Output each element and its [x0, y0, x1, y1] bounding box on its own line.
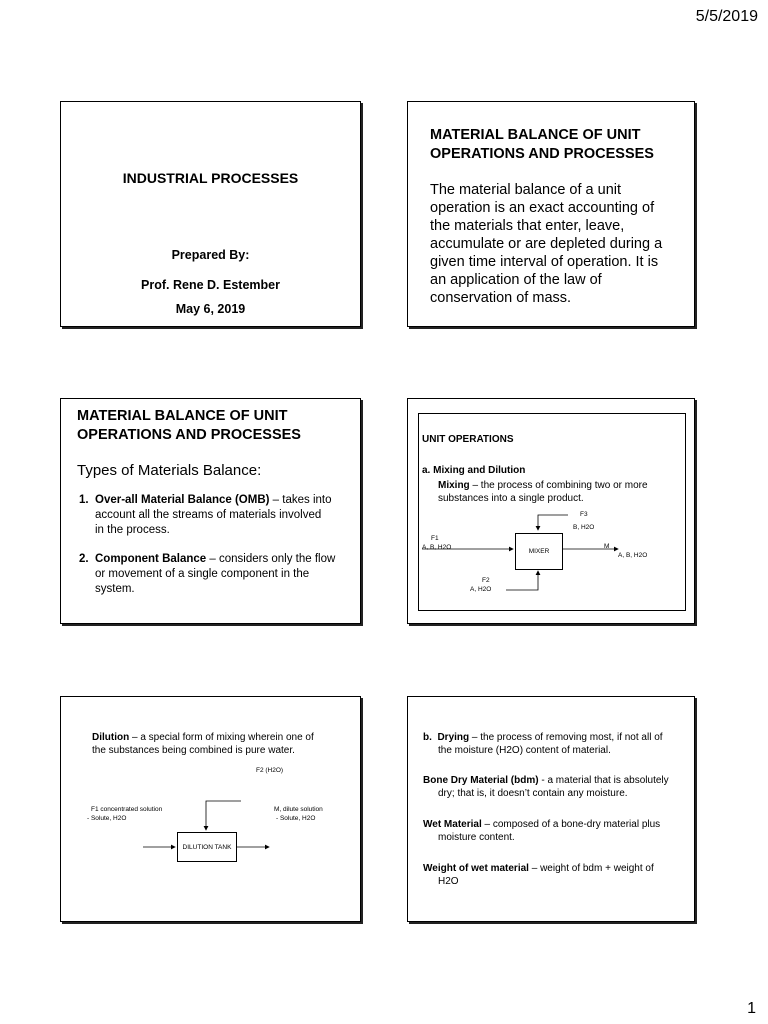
stream-f1-label: F1 concentrated solution: [91, 806, 163, 813]
list-item: 1. Over-all Material Balance (OMB) – takes into account all the streams of materials involved in the process.: [79, 494, 332, 536]
section-heading: a. Mixing and Dilution: [422, 465, 526, 476]
mixer-flow-diagram: [408, 399, 696, 625]
slide-heading: MATERIAL BALANCE OF UNIT OPERATIONS AND PROCESSES: [430, 127, 654, 162]
list-item: 2. Component Balance – considers only the flow or movement of a single component in the system.: [79, 553, 336, 595]
stream-f3-label: F3: [580, 511, 588, 518]
stream-m-label: M, dilute solution: [274, 806, 323, 813]
weight-of-wet-material-definition: Weight of wet material – weight of bdm + weight of H2O: [423, 863, 654, 887]
slide-drying: [407, 696, 695, 922]
dilution-definition: Dilution – a special form of mixing wherein one of the substances being combined is pure water.: [92, 732, 314, 756]
slide-heading: MATERIAL BALANCE OF UNIT OPERATIONS AND PROCESSES: [77, 408, 301, 443]
page-date: 5/5/2019: [695, 8, 758, 25]
stream-m-label: M: [604, 543, 610, 550]
dilution-tank-box: DILUTION TANK: [177, 832, 237, 862]
stream-f2-components: A, H2O: [470, 586, 492, 593]
stream-f2-label: F2: [482, 577, 490, 584]
slide-material-balance-definition: [407, 101, 695, 327]
slide-types-of-material-balance: [60, 398, 361, 624]
stream-f1-label: F1: [431, 535, 439, 542]
slide-subheading: Types of Materials Balance:: [77, 462, 262, 479]
page-number: 1: [747, 1000, 756, 1017]
mixer-box: MIXER: [515, 533, 563, 570]
slide-industrial-processes: [60, 101, 361, 327]
author-name: Prof. Rene D. Estember: [141, 278, 280, 292]
slide-unit-operations-mixing: [407, 398, 695, 624]
slide-dilution: [60, 696, 361, 922]
bone-dry-material-definition: Bone Dry Material (bdm) - a material that is absolutely dry; that is, it doesn’t contain any moisture.: [423, 775, 669, 799]
stream-f2-label: F2 (H2O): [256, 767, 284, 774]
slide-title: INDUSTRIAL PROCESSES: [122, 170, 299, 186]
mixing-definition: Mixing – the process of combining two or more substances into a single product.: [438, 480, 648, 504]
prepared-by-label: Prepared By:: [171, 248, 250, 262]
stream-f1-components: - Solute, H2O: [87, 815, 127, 822]
stream-f3-components: B, H2O: [573, 524, 595, 531]
wet-material-definition: Wet Material – composed of a bone-dry material plus moisture content.: [423, 819, 661, 843]
presentation-date: May 6, 2019: [175, 302, 246, 316]
stream-m-components: A, B, H2O: [618, 552, 648, 559]
stream-m-components: - Solute, H2O: [276, 815, 316, 822]
drying-definition: b. Drying – the process of removing most, if not all of the moisture (H2O) content of material.: [423, 732, 663, 756]
stream-f1-components: A, B, H2O: [422, 544, 452, 551]
slide-title: UNIT OPERATIONS: [422, 434, 514, 445]
definition-text: The material balance of a unit operation is an exact accounting of the materials that enter, leave, accumulate or are depleted during a given time interval of operation. It is an application of the law of conservation of mass.: [430, 182, 663, 306]
